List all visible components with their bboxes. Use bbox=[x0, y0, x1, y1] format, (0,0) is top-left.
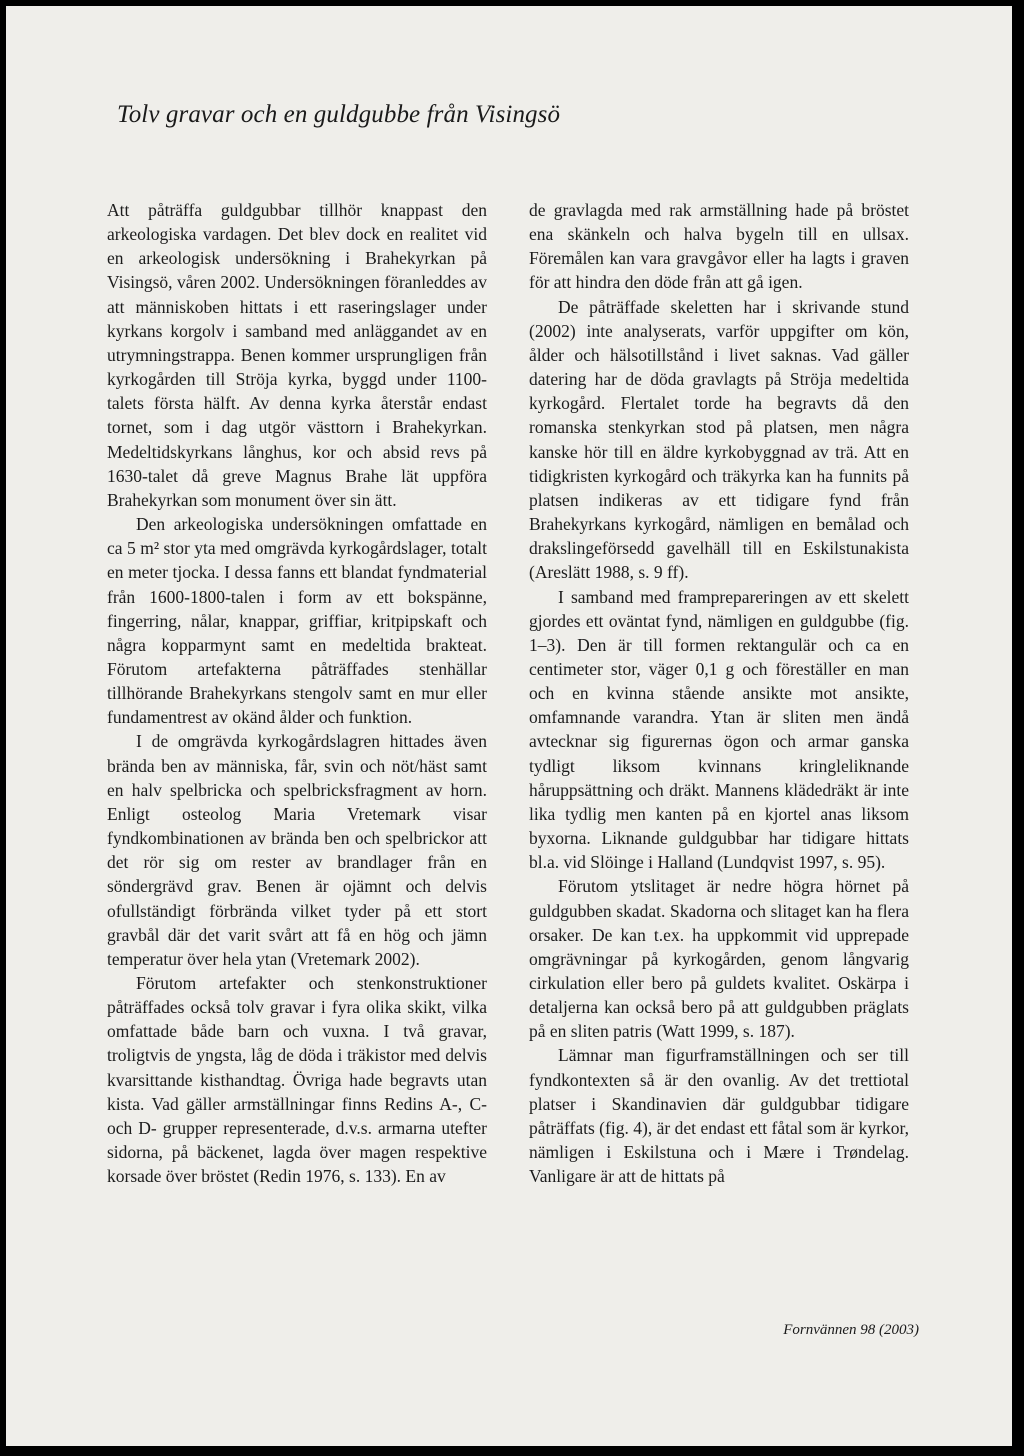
paragraph: Lämnar man figurframställningen och ser till fyndkontexten så är den ovanlig. Av det trettiotal platser i Skandinavien där guldgubbar tidigare påträffats (fig. 4), är det endast ett fåtal som är kyrkor, nämligen i Eskilstuna och i Mære i Trøndelag. Vanligare är att de hittats på bbox=[529, 1045, 909, 1187]
running-title: Tolv gravar och en guldgubbe från Visingsö bbox=[117, 101, 561, 128]
paragraph: Den arkeologiska undersökningen omfattade en ca 5 m² stor yta med omgrävda kyrkogårdslager, totalt en meter tjocka. I dessa fanns ett blandat fyndmaterial från 1600-1800-talen i form av ett bokspänne, fingerring, nålar, knappar, griffiar, kritpipskaft och några kopparmynt samt en medeltida brakteat. Förutom artefakterna påträffades stenhällar tillhörande Brahekyrkans stengolv samt en mur eller fundamentrest av okänd ålder och funktion. bbox=[107, 514, 487, 728]
paragraph: De påträffade skeletten har i skrivande stund (2002) inte analyserats, varför uppgifter om kön, ålder och hälsotillstånd i livet saknas. Vad gäller datering har de döda gravlagts på Ströja medeltida kyrkogård. Flertalet torde ha begravts då den romanska stenkyrkan stod på platsen, men några kanske hör till en äldre kyrkobyggnad av trä. Att en tidigkristen kyrkogård och träkyrka kan ha funnits på platsen indikeras av ett tidigare fynd från Brahekyrkans kyrkogård, nämligen en bemålad och drakslingeförsedd gavelhäll till en Eskilstunakista (Areslätt 1988, s. 9 ff). bbox=[529, 296, 909, 583]
paragraph: I de omgrävda kyrkogårdslagren hittades även brända ben av människa, får, svin och nöt/häst samt en halv spelbricka och spelbricksfragment av horn. Enligt osteolog Maria Vretemark visar fyndkombinationen av brända ben och spelbrickor att det rör sig om rester av brandlager från en söndergrävd grav. Benen är ojämnt och delvis ofullständigt förbrända vilket tyder på ett stort gravbål där det varit svårt att få en hög och jämn temperatur över hela ytan (Vretemark 2002). bbox=[107, 731, 487, 969]
document-page bbox=[6, 6, 1012, 1446]
paragraph: de gravlagda med rak armställning hade på bröstet ena skänkeln och halva bygeln till en ullsax. Föremålen kan vara gravgåvor eller ha lagts i graven för att hindra den döde från att gå igen. bbox=[529, 200, 909, 293]
page-folio: Fornvännen 98 (2003) bbox=[783, 1322, 919, 1338]
paragraph: Att påträffa guldgubbar tillhör knappast den arkeologiska vardagen. Det blev dock en realitet vid en arkeologisk undersökning i Brahekyrkan på Visingsö, våren 2002. Undersökningen föranleddes av att människoben hittats i ett raseringslager under kyrkans korgolv i samband med anläggandet av en utrymningstrappa. Benen kommer ursprungligen från kyrkogården till Ströja kyrka, byggd under 1100-talets första hälft. Av denna kyrka återstår endast tornet, som i dag utgör västtorn i Brahekyrkan. Medeltidskyrkans långhus, kor och absid revs på 1630-talet då greve Magnus Brahe lät uppföra Brahekyrkan som monument över sin ätt. bbox=[107, 200, 487, 510]
right-column bbox=[529, 198, 909, 1188]
paragraph: Förutom ytslitaget är nedre högra hörnet på guldgubben skadat. Skadorna och slitaget kan ha flera orsaker. De kan t.ex. ha uppkommit vid upprepade omgrävningar på kyrkogården, genom långvarig cirkulation eller bero på guldets kvalitet. Oskärpa i detaljerna kan också bero på att guldgubben präglats på en sliten patris (Watt 1999, s. 187). bbox=[529, 876, 909, 1042]
paragraph: I samband med framprepareringen av ett skelett gjordes ett oväntat fynd, nämligen en guldgubbe (fig. 1–3). Den är till formen rektangulär och ca en centimeter stor, väger 0,1 g och föreställer en man och en kvinna stående ansikte mot ansikte, omfamnande varandra. Ytan är sliten men ändå avtecknar sig figurernas ögon och armar ganska tydligt liksom kvinnans kringleliknande håruppsättning och dräkt. Mannens klädedräkt är inte lika tydlig men kanten på en kjortel anas liksom byxorna. Liknande guldgubbar har tidigare hittats bl.a. vid Slöinge i Halland (Lundqvist 1997, s. 95). bbox=[529, 586, 909, 873]
paragraph: Förutom artefakter och stenkonstruktioner påträffades också tolv gravar i fyra olika skikt, vilka omfattade både barn och vuxna. I två gravar, troligtvis de yngsta, låg de döda i träkistor med delvis kvarsittande kisthandtag. Övriga hade begravts utan kista. Vad gäller armställningar finns Redins A-, C- och D- grupper representerade, d.v.s. armarna utefter sidorna, på bäckenet, lagda över magen respektive korsade över bröstet (Redin 1976, s. 133). En av bbox=[107, 973, 487, 1187]
left-column bbox=[107, 198, 487, 1188]
